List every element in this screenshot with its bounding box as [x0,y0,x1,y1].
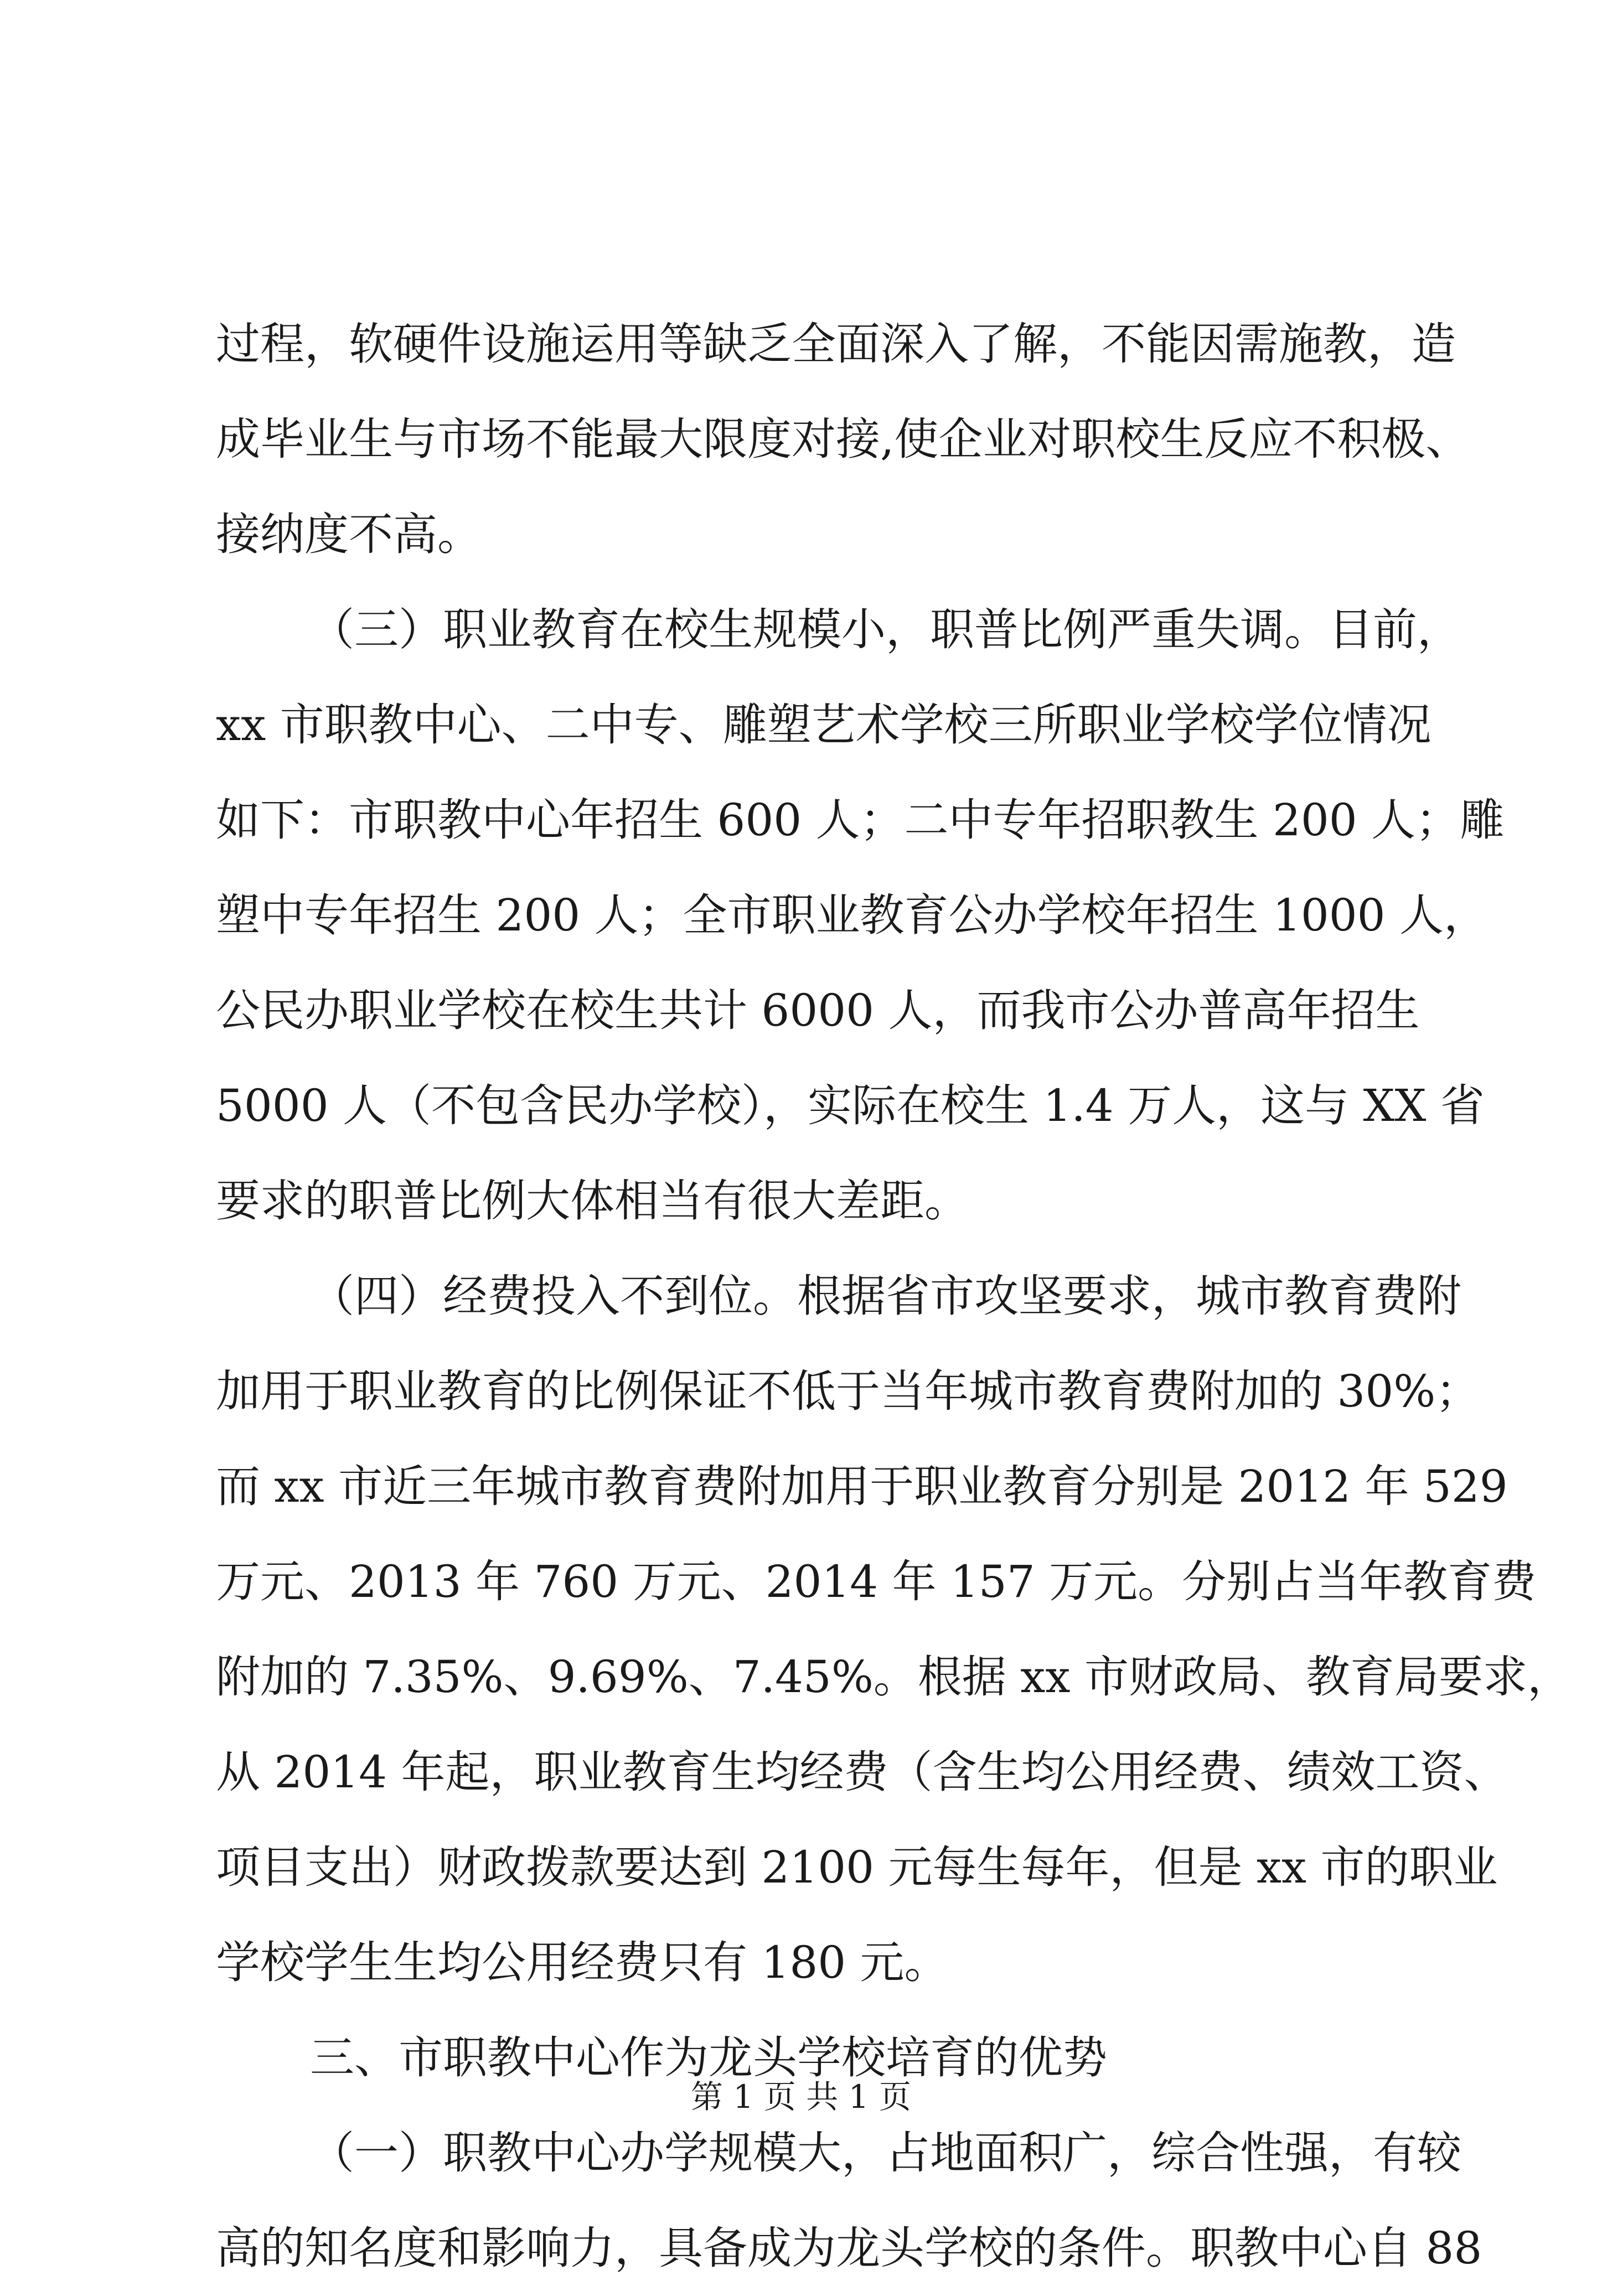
text-line: 学校学生生均公用经费只有 180 元。 [216,1937,949,1988]
section-heading-1: （一）职教中心办学规模大，占地面积广，综合性强，有较 [310,2127,1461,2179]
text-line: 高的知名度和影响力，具备成为龙头学校的条件。职教中心自 88 [216,2222,1482,2274]
text-line: 附加的 7.35%、9.69%、7.45%。根据 xx 市财政局、教育局要求， [216,1651,1572,1703]
text-line: 5000 人（不包含民办学校），实际在校生 1.4 万人，这与 XX 省 [216,1080,1485,1131]
page-footer: 第 1 页 共 1 页 [691,2078,911,2116]
section-heading-4: （四）经费投入不到位。根据省市攻坚要求，城市教育费附 [310,1270,1461,1322]
text-line: 过程，软硬件设施运用等缺乏全面深入了解，不能因需施教，造 [216,318,1456,370]
text-line: 公民办职业学校在校生共计 6000 人，而我市公办普高年招生 [216,985,1420,1036]
text-line: 加用于职业教育的比例保证不低于当年城市教育费附加的 30%； [216,1366,1480,1417]
text-line: 接纳度不高。 [216,509,482,560]
text-line: 要求的职普比例大体相当有很大差距。 [216,1175,969,1227]
text-line: 万元、2013 年 760 万元、2014 年 157 万元。分别占当年教育费 [216,1556,1537,1607]
text-line: 项目支出）财政拨款要达到 2100 元每生每年，但是 xx 市的职业 [216,1842,1498,1893]
text-line: 如下：市职教中心年招生 600 人；二中专年招职教生 200 人；雕 [216,794,1505,846]
text-line: xx 市职教中心、二中专、雕塑艺术学校三所职业学校学位情况 [216,699,1432,751]
text-line: 而 xx 市近三年城市教育费附加用于职业教育分别是 2012 年 529 [216,1461,1508,1512]
text-line: 塑中专年招生 200 人；全市职业教育公办学校年招生 1000 人， [216,890,1489,941]
document-body [216,297,1572,2296]
text-line: 成毕业生与市场不能最大限度对接,使企业对职校生反应不积极、 [216,413,1470,465]
text-line: 从 2014 年起，职业教育生均经费（含生均公用经费、绩效工资、 [216,1746,1508,1798]
section-heading-3: （三）职业教育在校生规模小，职普比例严重失调。目前， [310,604,1461,655]
chapter-heading-3: 三、市职教中心作为龙头学校培育的优势 [310,2032,1107,2083]
